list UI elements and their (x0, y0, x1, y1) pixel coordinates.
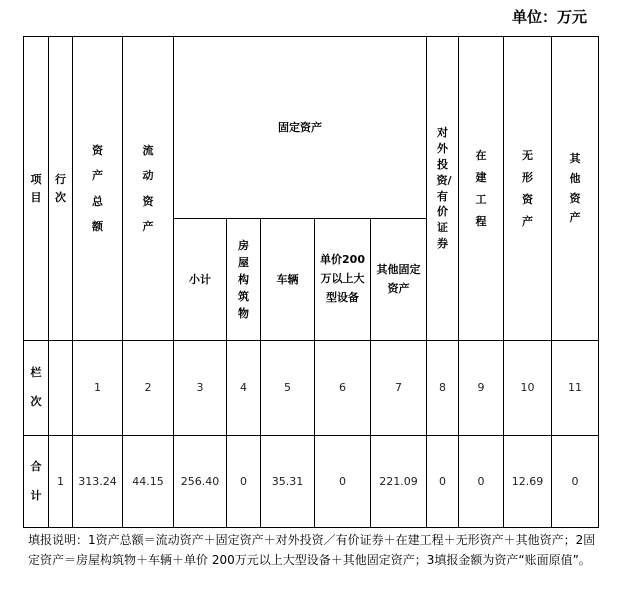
column-number-cell: 3 (174, 341, 227, 436)
unit-label: 单位：万元 (511, 8, 587, 26)
buildings-value: 0 (227, 436, 261, 528)
column-number-cell: 9 (459, 341, 504, 436)
header-fixed-subtotal: 小计 (174, 219, 227, 341)
current-assets-value: 44.15 (123, 436, 174, 528)
column-number-cell: 6 (315, 341, 371, 436)
column-number-cell: 2 (123, 341, 174, 436)
other-fixed-value: 221.09 (371, 436, 427, 528)
total-row-no: 1 (49, 436, 73, 528)
header-investments: 对外投资/有价证券 (427, 37, 459, 341)
intangible-value: 12.69 (504, 436, 552, 528)
other-assets-value: 0 (552, 436, 599, 528)
column-number-cell: 11 (552, 341, 599, 436)
column-number-cell: 7 (371, 341, 427, 436)
header-row-no: 行次 (49, 37, 73, 341)
header-fixed-assets: 固定资产 (174, 37, 427, 219)
column-number-cell: 1 (73, 341, 123, 436)
large-equipment-value: 0 (315, 436, 371, 528)
total-row (24, 436, 599, 528)
column-number-cell: 5 (261, 341, 315, 436)
column-row-no (49, 341, 73, 436)
header-fixed-buildings: 房屋构筑物 (227, 219, 261, 341)
column-number-cell: 8 (427, 341, 459, 436)
column-number-cell: 10 (504, 341, 552, 436)
header-fixed-vehicles: 车辆 (261, 219, 315, 341)
header-fixed-large-equipment: 单价200万以上大型设备 (315, 219, 371, 341)
header-item: 项目 (24, 37, 49, 341)
header-current-assets: 流动资产 (123, 37, 174, 341)
investments-value: 0 (427, 436, 459, 528)
construction-value: 0 (459, 436, 504, 528)
total-assets-value: 313.24 (73, 436, 123, 528)
column-row-label: 栏次 (24, 341, 49, 436)
column-number-row (24, 341, 599, 436)
header-other-assets: 其他资产 (552, 37, 599, 341)
asset-table (23, 36, 599, 528)
header-intangible: 无形资产 (504, 37, 552, 341)
header-construction: 在建工程 (459, 37, 504, 341)
header-total-assets: 资产总额 (73, 37, 123, 341)
vehicles-value: 35.31 (261, 436, 315, 528)
fill-instructions: 填报说明：1资产总额＝流动资产＋固定资产＋对外投资／有价证券＋在建工程＋无形资产＋其他资产；2固定资产＝房屋构筑物＋车辆＋单价 200万元以上大型设备＋其他固定资产；3填报金额为资产“账面原值”。 (28, 533, 596, 567)
total-row-label: 合计 (24, 436, 49, 528)
column-number-cell: 4 (227, 341, 261, 436)
fixed-subtotal-value: 256.40 (174, 436, 227, 528)
header-fixed-other: 其他固定资产 (371, 219, 427, 341)
